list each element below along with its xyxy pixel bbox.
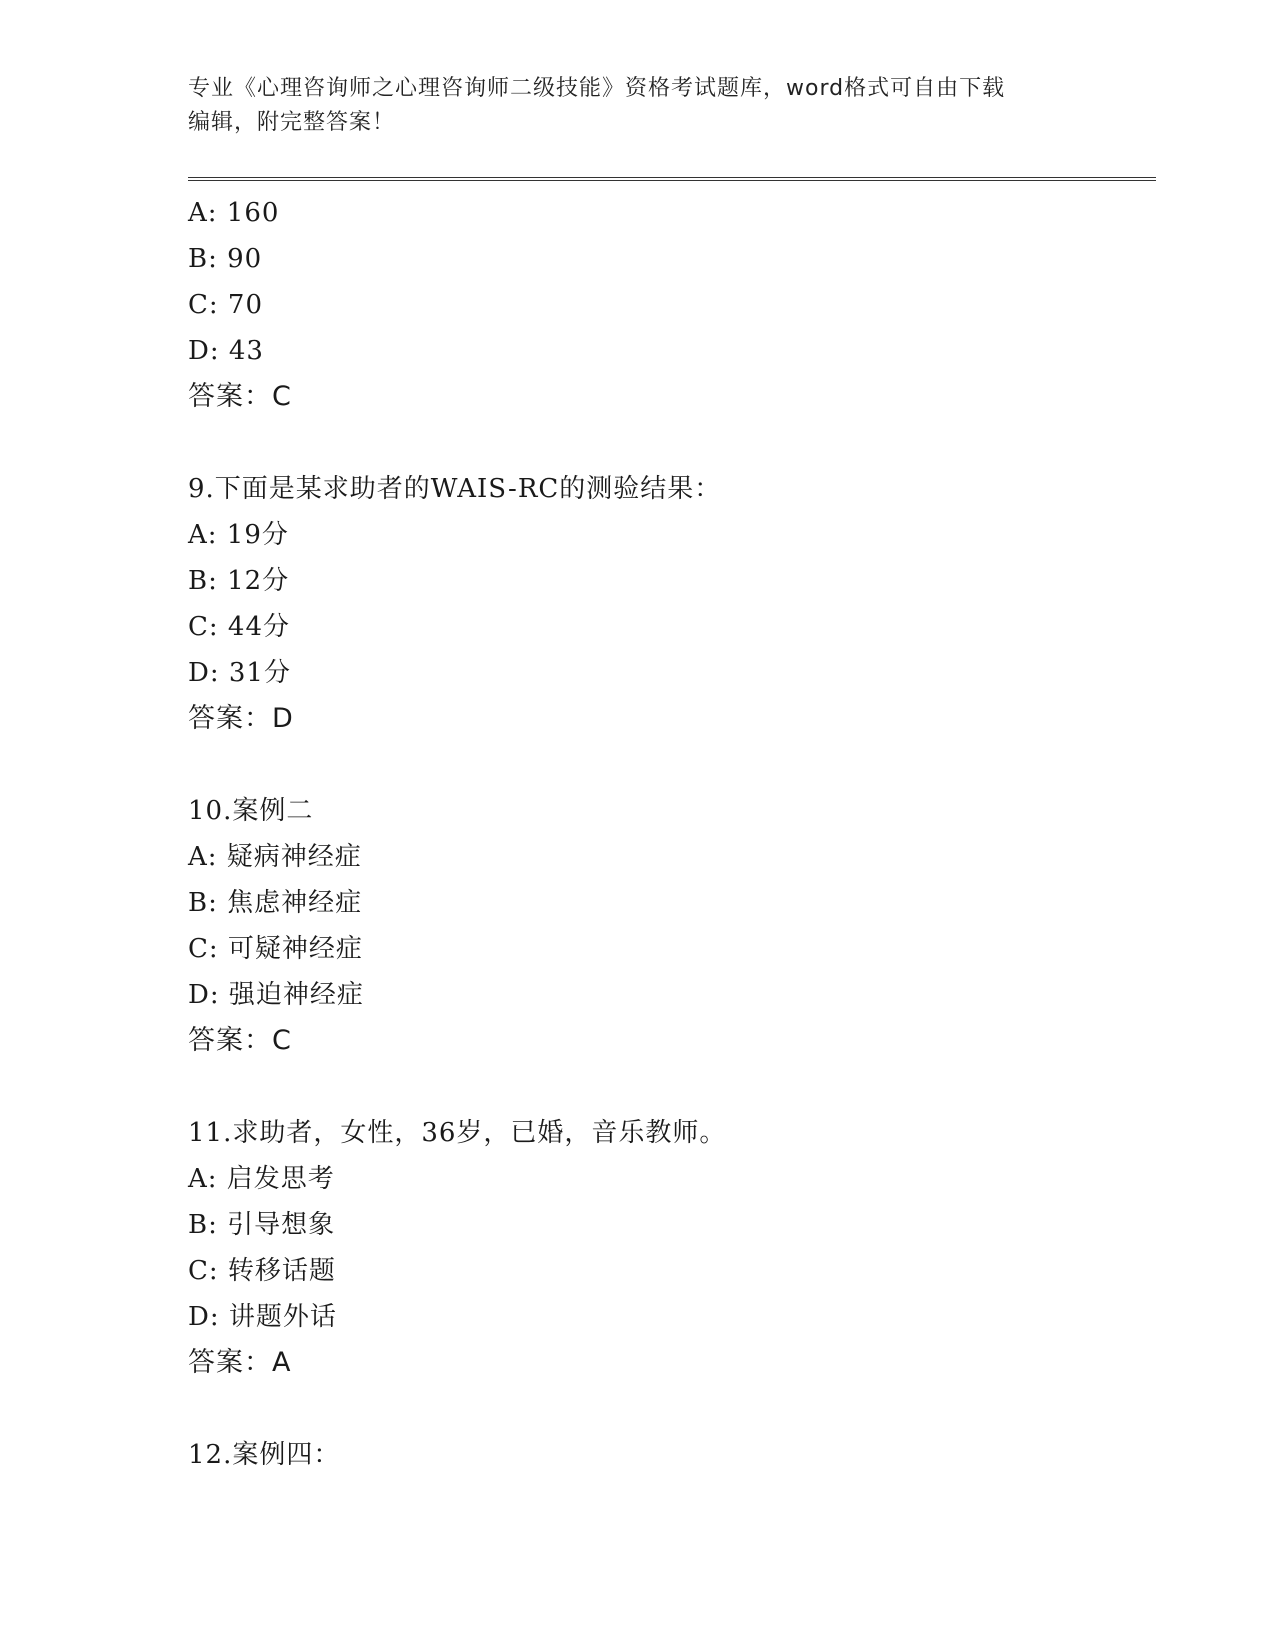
option-c: C: 44分 [188,612,291,642]
option-a: A: 160 [188,198,280,228]
question-9 [188,466,1148,742]
option-d: D: 强迫神经症 [188,980,364,1010]
question-stem: 12.案例四： [188,1440,341,1470]
option-a: A: 疑病神经症 [188,842,362,872]
answer: 答案：A [188,1347,292,1378]
question-10 [188,788,1148,1064]
document-header [188,72,1088,140]
answer: 答案：C [188,381,292,412]
option-b: B: 12分 [188,566,290,596]
spacer [188,1386,1148,1432]
question-stem: 11.求助者，女性，36岁，已婚，音乐教师。 [188,1118,727,1148]
option-d: D: 43 [188,336,264,366]
spacer [188,420,1148,466]
option-b: B: 90 [188,244,263,274]
header-line-2: 编辑，附完整答案！ [188,110,396,135]
option-a: A: 启发思考 [188,1164,335,1194]
header-line-1: 专业《心理咨询师之心理咨询师二级技能》资格考试题库，word格式可自由下载 [188,76,1006,101]
spacer [188,742,1148,788]
answer: 答案：C [188,1025,292,1056]
option-d: D: 讲题外话 [188,1302,337,1332]
option-c: C: 可疑神经症 [188,934,363,964]
option-b: B: 引导想象 [188,1210,336,1240]
spacer [188,1064,1148,1110]
question-12 [188,1432,1148,1478]
option-c: C: 转移话题 [188,1256,336,1286]
option-d: D: 31分 [188,658,291,688]
question-list [188,190,1148,1478]
question-stem: 9.下面是某求助者的WAIS-RC的测验结果： [188,474,722,504]
option-b: B: 焦虑神经症 [188,888,363,918]
question-8 [188,190,1148,420]
header-divider [188,177,1156,181]
option-a: A: 19分 [188,520,289,550]
answer: 答案：D [188,703,294,734]
option-c: C: 70 [188,290,264,320]
question-stem: 10.案例二 [188,796,314,826]
question-11 [188,1110,1148,1386]
